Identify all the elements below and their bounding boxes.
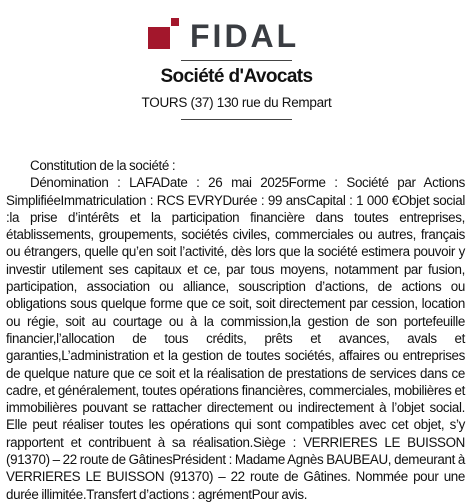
- logo-square-small: [171, 18, 179, 26]
- firm-address: TOURS (37) 130 rue du Rempart: [141, 95, 332, 110]
- firm-name: Société d'Avocats: [160, 66, 313, 87]
- notice-body: Dénomination : LAFADate : 26 mai 2025Forme : Société par Actions SimplifiéeImmatriculation : RCS EVRYDurée : 99 ansCapital : 1 000 €Objet social :la prise d’intérêts et la participation financière dans toutes entreprises, établissements, groupements, sociétés civiles, commerciales ou autres, français ou étrangers, quelle qu’en soit l’activité, dès lors que la société estimera pouvoir y investir utilement ses capitaux et ce, par tous moyens, notamment par fusion, participation, association ou alliance, souscription d’actions, de actions ou obligations sous quelque forme que ce soit, soit directement par cession, location ou régie, soit au courtage ou à la commission,la gestion de son portefeuille financier,l’allocation de tous crédits, prêts et avances, avals et garanties,L’administration et la gestion de toutes sociétés, affaires ou entreprises de quelque nature que ce soit et la réalisation de prestations de services dans ce cadre, et généralement, toutes opérations financières, commerciales, mobilières et immobilières pouvant se rattacher directement ou indirectement à l’objet social. Elle peut réaliser toutes les opérations qui sont compatibles avec cet objet, s’y rapportent et contribuent à sa réalisation.Siège : VERRIERES LE BUISSON (91370) – 22 route de GâtinesPrésident : Madame Agnès BAUBEAU, demeurant à VERRIERES LE BUISSON (91370) – 22 route de Gâtines. Nommée pour une durée illimitée.Transfert d’actions : agrémentPour avis.: [6, 175, 465, 502]
- fidal-logo: [144, 18, 299, 52]
- legal-notice: [6, 157, 465, 503]
- fidal-logo-mark: [144, 18, 180, 52]
- notice-heading: Constitution de la société :: [30, 158, 176, 173]
- header-divider-bottom: [181, 119, 292, 120]
- logo-wordmark: FIDAL: [190, 18, 300, 54]
- header-divider-top: [181, 60, 292, 61]
- logo-square-large: [148, 27, 170, 49]
